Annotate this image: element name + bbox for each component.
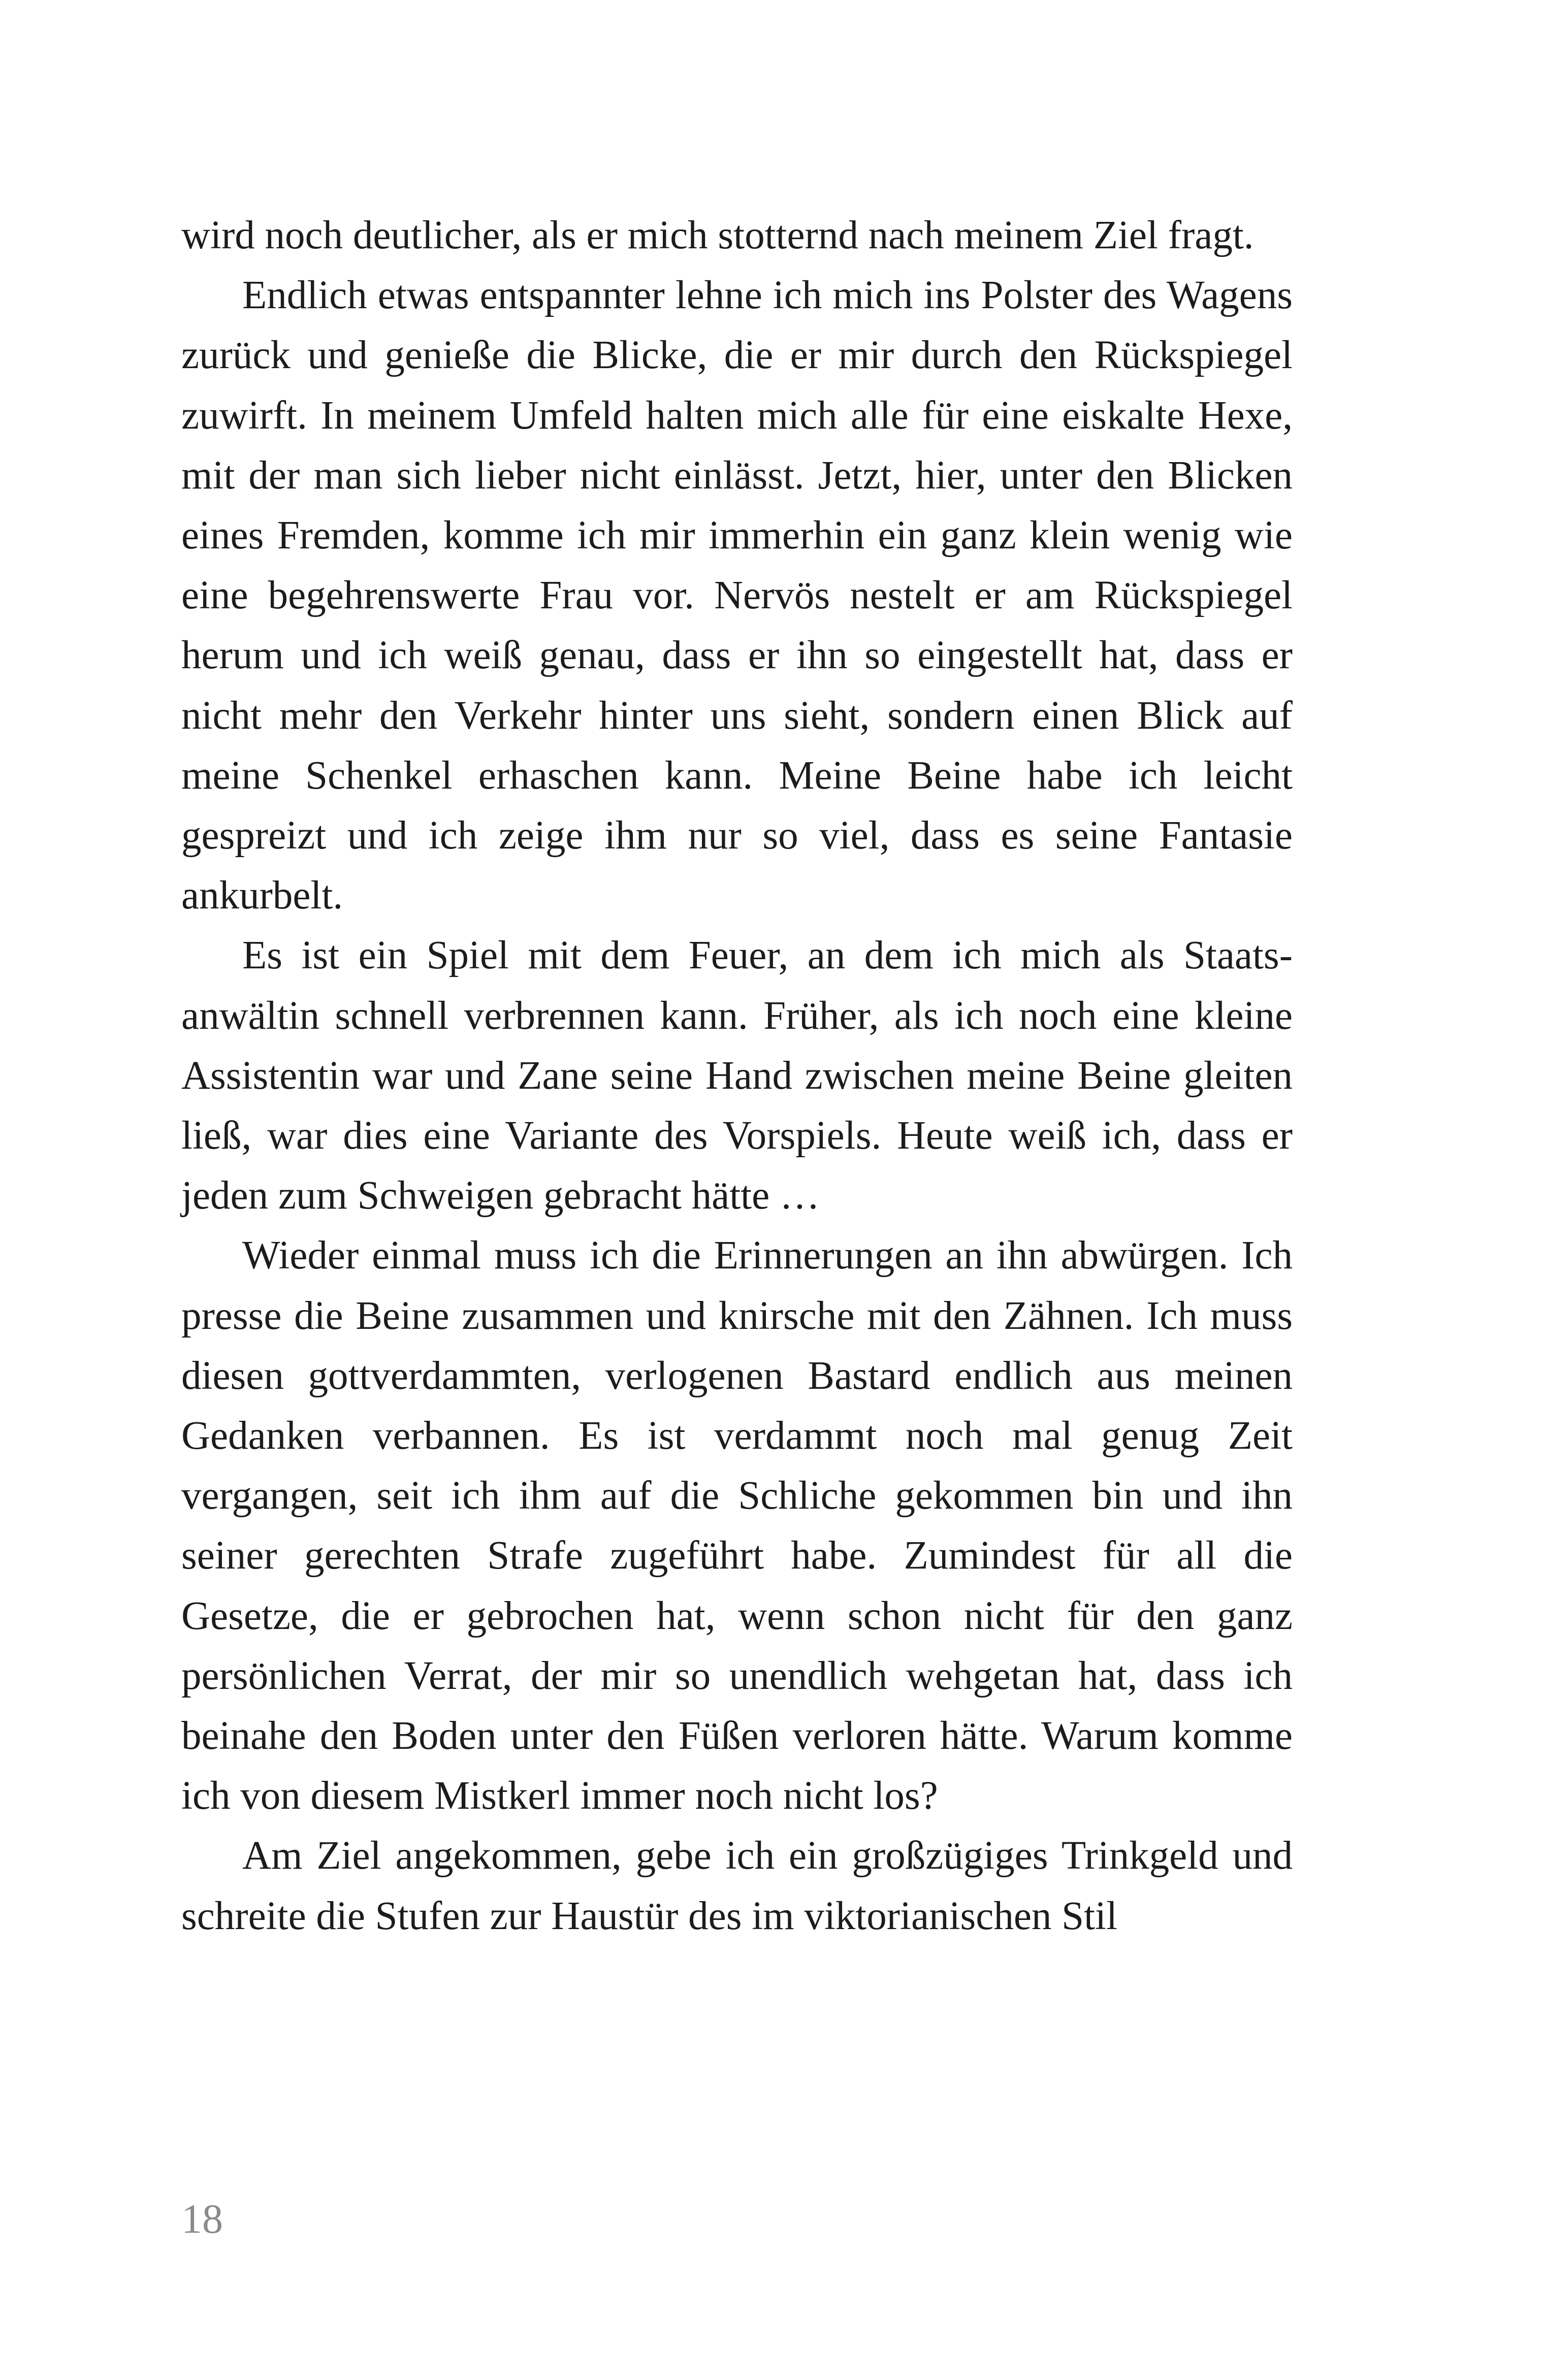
page-number: 18 xyxy=(181,2196,223,2242)
paragraph-2: Endlich etwas entspannter lehne ich mich ins Polster des Wagens zurück und genieße die Blicke, die er mir durch den Rückspiegel zuwirft. In meinem Umfeld halten mich alle für eine eiskalte Hexe, mit der man sich lieber nicht einlässt. Jetzt, hier, unter den Blicken eines Fremden, komme ich mir immerhin ein ganz klein wenig wie eine begehrenswerte Frau vor. Nervös nestelt er am Rückspiegel herum und ich weiß genau, dass er ihn so eingestellt hat, dass er nicht mehr den Verkehr hinter uns sieht, sondern einen Blick auf meine Schenkel erhaschen kann. Meine Beine habe ich leicht gespreizt und ich zeige ihm nur so viel, dass es seine Fantasie ankurbelt. xyxy=(181,273,1293,918)
paragraph-1: wird noch deutlicher, als er mich stotternd nach meinem Ziel fragt. xyxy=(181,213,1254,257)
paragraph-4: Wieder einmal muss ich die Erinnerungen an ihn abwürgen. Ich presse die Beine zusammen und knirsche mit den Zähnen. Ich muss diesen gottverdammten, verlogenen Bastard endlich aus meinen Gedanken verbannen. Es ist verdammt noch mal genug Zeit vergangen, seit ich ihm auf die Schliche gekommen bin und ihn seiner gerechten Strafe zugeführt habe. Zumindest für all die Gesetze, die er gebrochen hat, wenn schon nicht für den ganz persönlichen Verrat, der mir so unendlich wehgetan hat, dass ich beinahe den Boden unter den Füßen verloren hätte. Warum komme ich von diesem Mistkerl immer noch nicht los? xyxy=(181,1233,1293,1818)
paragraph-5: Am Ziel angekommen, gebe ich ein großzügiges Trinkgeld und schreite die Stufen zur Haustür des im viktorianischen Stil xyxy=(181,1834,1293,1938)
body-text xyxy=(181,206,1293,1946)
paragraph-3: Es ist ein Spiel mit dem Feuer, an dem ich mich als Staatsanwältin schnell verbrennen kann. Früher, als ich noch eine kleine Assistentin war und Zane seine Hand zwischen meine Beine gleiten ließ, war dies eine Variante des Vorspiels. Heute weiß ich, dass er jeden zum Schweigen gebracht hätte … xyxy=(181,933,1293,1218)
